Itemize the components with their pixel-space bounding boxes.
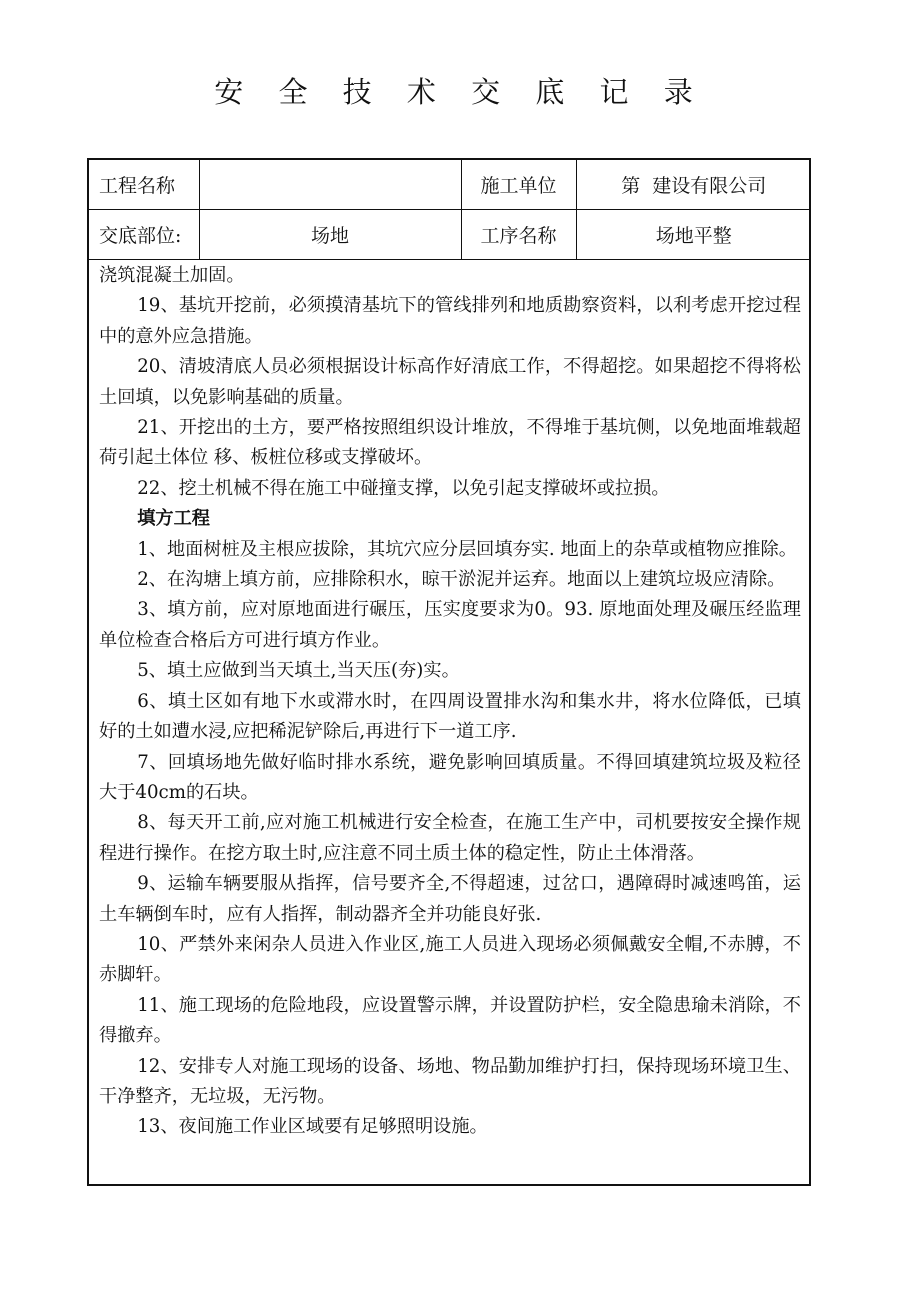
project-name-label: 工程名称	[89, 160, 199, 210]
process-name-field[interactable]: 场地平整	[576, 210, 811, 260]
content-paragraph: 3、填方前，应对原地面进行碾压，压实度要求为0。93. 原地面处理及碾压经监理单位检查合格后方可进行填方作业。	[99, 599, 801, 651]
content-paragraph: 浇筑混凝土加固。	[99, 265, 245, 286]
content-paragraph: 5、填土应做到当天填土,当天压(夯)实。	[137, 660, 460, 682]
section-heading-fill: 填方工程	[137, 508, 210, 530]
content-paragraph: 1、地面树桩及主根应拔除，其坑穴应分层回填夯实. 地面上的杂草或植物应推除。	[137, 538, 797, 560]
process-name-label: 工序名称	[461, 210, 576, 260]
content-paragraph: 13、夜间施工作业区域要有足够照明设施。	[137, 1116, 488, 1138]
content-paragraph: 9、运输车辆要服从指挥，信号要齐全,不得超速，过岔口，遇障碍时减速鸣笛，运土车辆倒车时，应有人指挥，制动器齐全并功能良好张.	[99, 873, 801, 925]
content-paragraph: 6、填土区如有地下水或滞水时，在四周设置排水沟和集水井，将水位降低，已填好的土如遭水浸,应把稀泥铲除后,再进行下一道工序.	[99, 690, 801, 743]
content-paragraph: 7、回填场地先做好临时排水系统，避免影响回填质量。不得回填建筑垃圾及粒径大于40cm的石块。	[99, 751, 801, 803]
briefing-content	[89, 260, 809, 1143]
briefing-part-label: 交底部位:	[89, 210, 199, 260]
content-paragraph: 19、基坑开挖前，必须摸清基坑下的管线排列和地质勘察资料，以利考虑开挖过程中的意外应急措施。	[99, 295, 801, 347]
content-paragraph: 21、开挖出的土方，要严格按照组织设计堆放，不得堆于基坑侧，以免地面堆载超荷引起土体位 移、板桩位移或支撑破坏。	[99, 417, 801, 469]
project-name-field[interactable]	[199, 160, 461, 210]
content-paragraph: 8、每天开工前,应对施工机械进行安全检查，在施工生产中，司机要按安全操作规程进行操作。在挖方取土时,应注意不同土质土体的稳定性，防止土体滑落。	[99, 812, 801, 864]
construction-unit-label: 施工单位	[461, 160, 576, 210]
content-paragraph: 11、施工现场的危险地段，应设置警示牌，并设置防护栏，安全隐患瑜未消除，不得撤弃。	[99, 994, 801, 1047]
header-row-2	[89, 210, 811, 260]
content-paragraph: 22、挖土机械不得在施工中碰撞支撑，以免引起支撑破坏或拉损。	[137, 477, 670, 499]
document-title: 安 全 技 术 交 底 记 录	[214, 75, 706, 109]
content-paragraph: 12、安排专人对施工现场的设备、场地、物品勤加维护打扫，保持现场环境卫生、干净整齐，无垃圾，无污物。	[99, 1055, 801, 1107]
construction-unit-field[interactable]: 第 建设有限公司	[576, 160, 811, 210]
content-paragraph: 10、严禁外来闲杂人员进入作业区,施工人员进入现场必须佩戴安全帽,不赤膊，不赤脚轩。	[99, 933, 801, 986]
briefing-part-field[interactable]: 场地	[199, 210, 461, 260]
header-table	[89, 160, 811, 260]
content-paragraph: 20、清坡清底人员必须根据设计标高作好清底工作，不得超挖。如果超挖不得将松土回填，以免影响基础的质量。	[99, 356, 801, 408]
content-paragraph: 2、在沟塘上填方前，应排除积水，晾干淤泥并运弃。地面以上建筑垃圾应清除。	[137, 569, 786, 591]
header-row-1	[89, 160, 811, 210]
safety-briefing-form	[87, 158, 811, 1186]
